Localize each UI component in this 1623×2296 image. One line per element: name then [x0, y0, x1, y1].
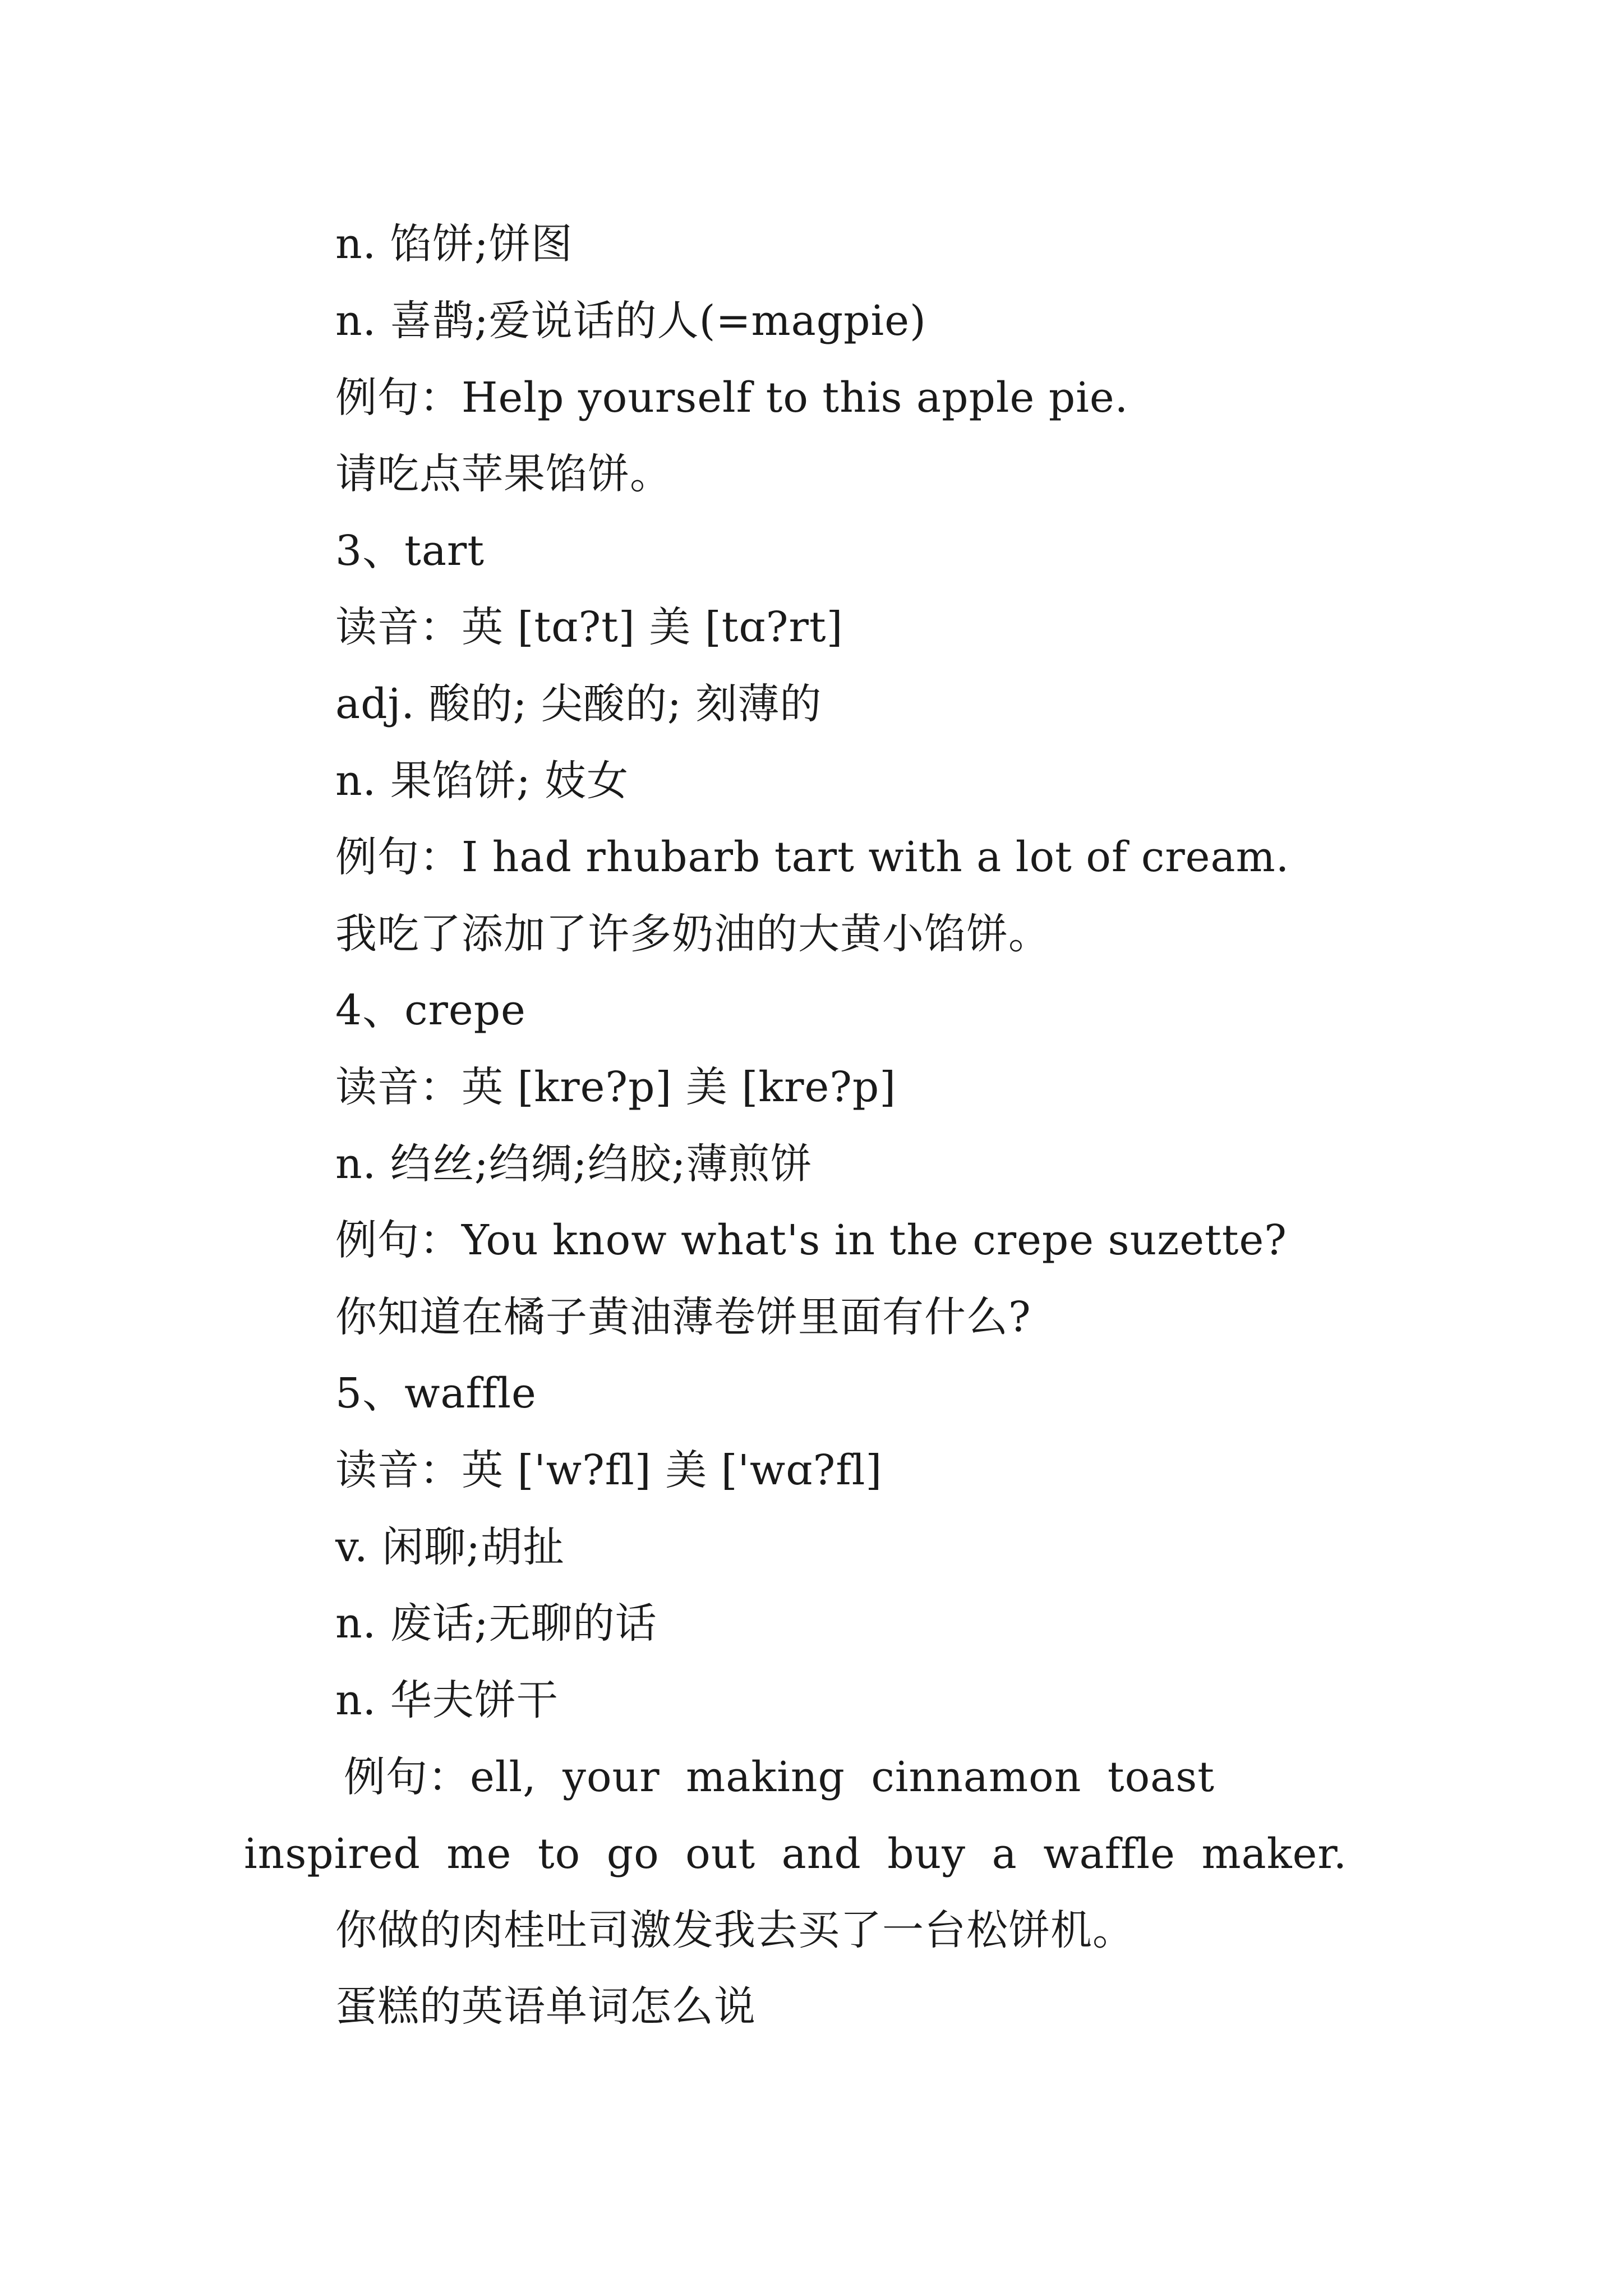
pronunciation-line: 读音：英 [kre?p] 美 [kre?p] [335, 1063, 897, 1111]
example-sentence: 例句：Help yourself to this apple pie. [335, 374, 1129, 422]
section-heading: 蛋糕的英语单词怎么说 [335, 1982, 756, 2031]
definition-line: n. 喜鹊;爱说话的人(=magpie) [335, 297, 926, 345]
word-heading: 5、waffle [335, 1369, 537, 1418]
definition-line: n. 华夫饼干 [335, 1676, 559, 1724]
example-sentence-paragraph: 例句：ell, your making cinnamon toast inspired me to go out and buy a waffle maker. [244, 1753, 1348, 1878]
example-translation: 我吃了添加了许多奶油的大黄小馅饼。 [335, 910, 1050, 958]
definition-line: n. 果馅饼; 妓女 [335, 757, 629, 805]
definition-line: n. 废话;无聊的话 [335, 1599, 657, 1648]
definition-line: n. 馅饼;饼图 [335, 220, 573, 268]
definition-line: n. 绉丝;绉绸;绉胶;薄煎饼 [335, 1140, 813, 1188]
example-translation: 你做的肉桂吐司激发我去买了一台松饼机。 [335, 1906, 1135, 1954]
example-translation: 请吃点苹果馅饼。 [335, 450, 672, 498]
example-sentence: 例句：I had rhubarb tart with a lot of cream. [335, 833, 1290, 881]
pronunciation-line: 读音：英 ['w?fl] 美 ['wɑ?fl] [335, 1446, 883, 1494]
word-heading: 4、crepe [335, 986, 526, 1034]
pronunciation-line: 读音：英 [tɑ?t] 美 [tɑ?rt] [335, 603, 843, 651]
example-sentence: 例句：You know what's in the crepe suzette? [335, 1216, 1287, 1264]
definition-line: adj. 酸的; 尖酸的; 刻薄的 [335, 680, 822, 728]
example-translation: 你知道在橘子黄油薄卷饼里面有什么? [335, 1293, 1031, 1341]
definition-line: v. 闲聊;胡扯 [335, 1523, 565, 1571]
word-heading: 3、tart [335, 527, 485, 575]
